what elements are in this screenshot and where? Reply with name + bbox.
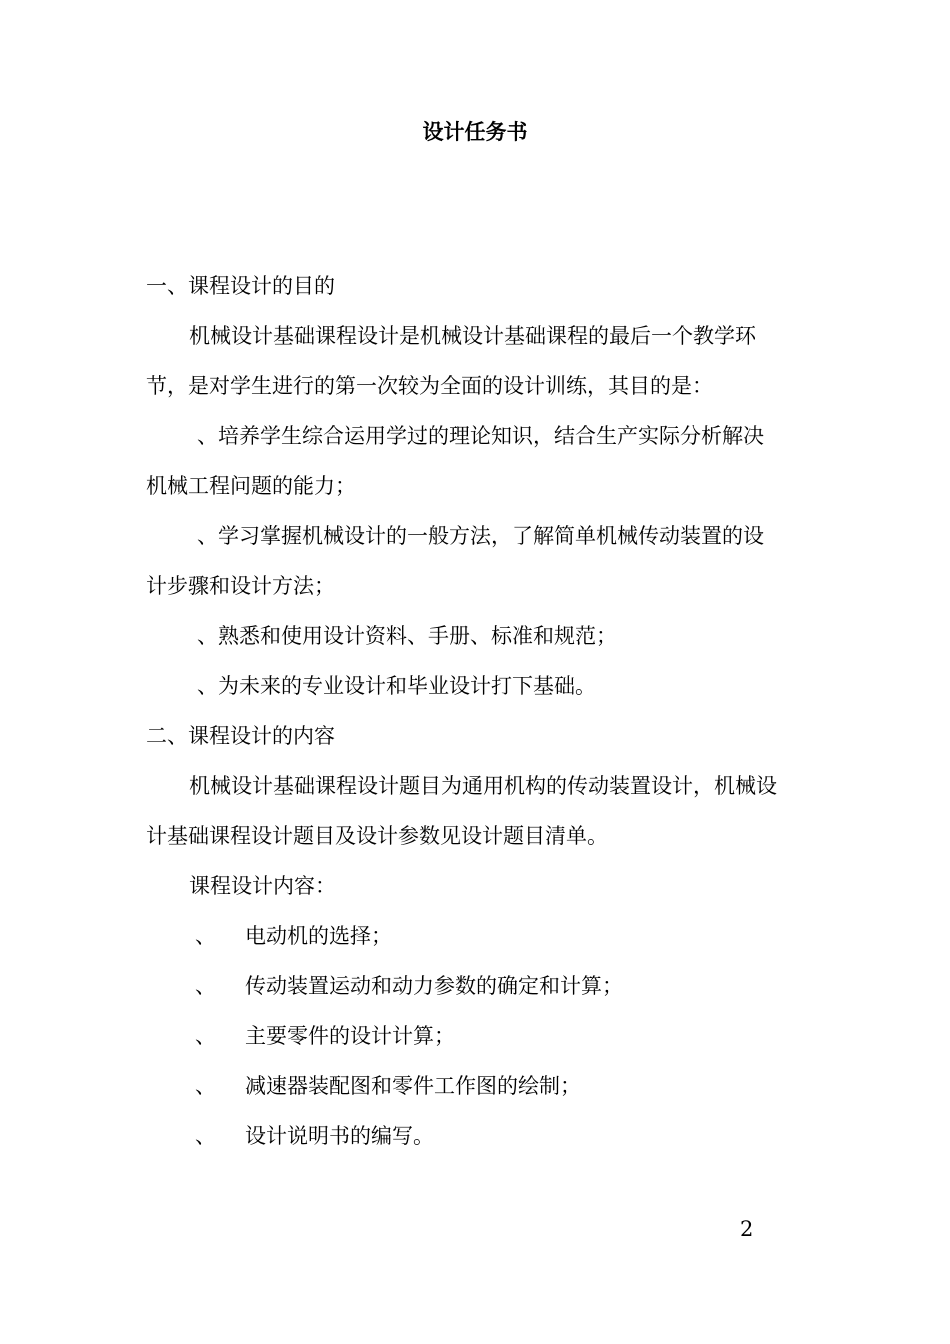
list-marker: 、 xyxy=(195,1024,216,1048)
list-item xyxy=(146,1068,806,1118)
list-item xyxy=(146,1118,806,1168)
list-item-text: 减速器装配图和零件工作图的绘制； xyxy=(245,1074,581,1098)
goal-item-line: 、为未来的专业设计和毕业设计打下基础。 xyxy=(197,674,596,698)
list-marker: 、 xyxy=(195,1074,216,1098)
paragraph-line: 节，是对学生进行的第一次较为全面的设计训练，其目的是： xyxy=(146,374,713,398)
goal-item-line: 机械工程问题的能力； xyxy=(146,474,356,498)
page-title: 设计任务书 xyxy=(422,120,528,144)
goal-item-line: 计步骤和设计方法； xyxy=(146,574,335,598)
list-marker: 、 xyxy=(195,974,216,998)
list-item xyxy=(146,918,806,968)
list-item-text: 主要零件的设计计算； xyxy=(245,1024,455,1048)
list-item xyxy=(146,1018,806,1068)
page-number: 2 xyxy=(740,1217,754,1241)
paragraph-line: 计基础课程设计题目及设计参数见设计题目清单。 xyxy=(146,824,608,848)
list-item-text: 传动装置运动和动力参数的确定和计算； xyxy=(245,974,623,998)
section-heading: 二、课程设计的内容 xyxy=(146,724,335,748)
goal-item-line: 、培养学生综合运用学过的理论知识，结合生产实际分析解决 xyxy=(197,424,764,448)
goal-item-line: 、熟悉和使用设计资料、手册、标准和规范； xyxy=(197,624,617,648)
paragraph-line: 机械设计基础课程设计是机械设计基础课程的最后一个教学环 xyxy=(189,324,756,348)
paragraph-line: 机械设计基础课程设计题目为通用机构的传动装置设计，机械设 xyxy=(189,774,777,798)
list-marker: 、 xyxy=(195,924,216,948)
list-item xyxy=(146,968,806,1018)
document-body xyxy=(146,268,806,1168)
list-item-text: 设计说明书的编写。 xyxy=(245,1124,434,1148)
list-marker: 、 xyxy=(195,1124,216,1148)
section-heading: 一、课程设计的目的 xyxy=(146,274,335,298)
content-label: 课程设计内容： xyxy=(189,874,336,898)
list-item-text: 电动机的选择； xyxy=(245,924,392,948)
goal-item-line: 、学习掌握机械设计的一般方法，了解简单机械传动装置的设 xyxy=(197,524,764,548)
